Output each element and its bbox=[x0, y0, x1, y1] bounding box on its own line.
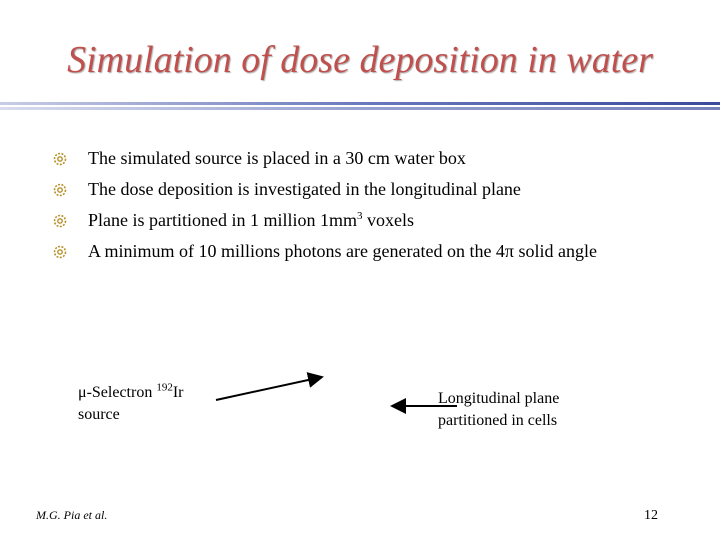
gear-bullet-icon bbox=[52, 213, 68, 229]
isotope-symbol: Ir bbox=[172, 384, 184, 401]
slide-title: Simulation of dose deposition in water bbox=[67, 39, 653, 81]
plane-caption-line2: partitioned in cells bbox=[438, 412, 558, 429]
source-caption-line2: source bbox=[78, 406, 120, 423]
title-underline bbox=[0, 100, 720, 114]
footer-author: M.G. Pia et al. bbox=[36, 508, 108, 522]
page-number: 12 bbox=[644, 508, 658, 523]
source-arrow bbox=[216, 377, 322, 400]
plane-caption bbox=[438, 388, 559, 432]
bullet-text: The simulated source is placed in a 30 cm water box bbox=[88, 148, 466, 168]
bullet-text-before: Plane is partitioned in 1 million 1mm bbox=[88, 210, 357, 230]
bullet-item bbox=[52, 205, 597, 236]
gear-bullet-icon bbox=[52, 244, 68, 260]
bullet-text-after: voxels bbox=[362, 210, 414, 230]
bullet-text: A minimum of 10 millions photons are generated on the 4π solid angle bbox=[88, 241, 598, 261]
bullet-text: The dose deposition is investigated in the longitudinal plane bbox=[88, 179, 521, 199]
bullet-item bbox=[52, 174, 597, 205]
gear-bullet-icon bbox=[52, 151, 68, 167]
source-caption bbox=[78, 382, 183, 426]
gear-bullet-icon bbox=[52, 182, 68, 198]
bullet-item bbox=[52, 236, 597, 267]
bullet-list bbox=[52, 143, 597, 267]
source-prefix: μ-Selectron bbox=[78, 384, 157, 401]
bullet-text bbox=[88, 210, 414, 231]
source-caption-line1 bbox=[78, 382, 183, 404]
plane-caption-line1: Longitudinal plane bbox=[438, 390, 560, 407]
isotope-mass: 192 bbox=[156, 381, 173, 394]
superscript: 3 bbox=[356, 210, 363, 222]
bullet-item bbox=[52, 143, 597, 174]
